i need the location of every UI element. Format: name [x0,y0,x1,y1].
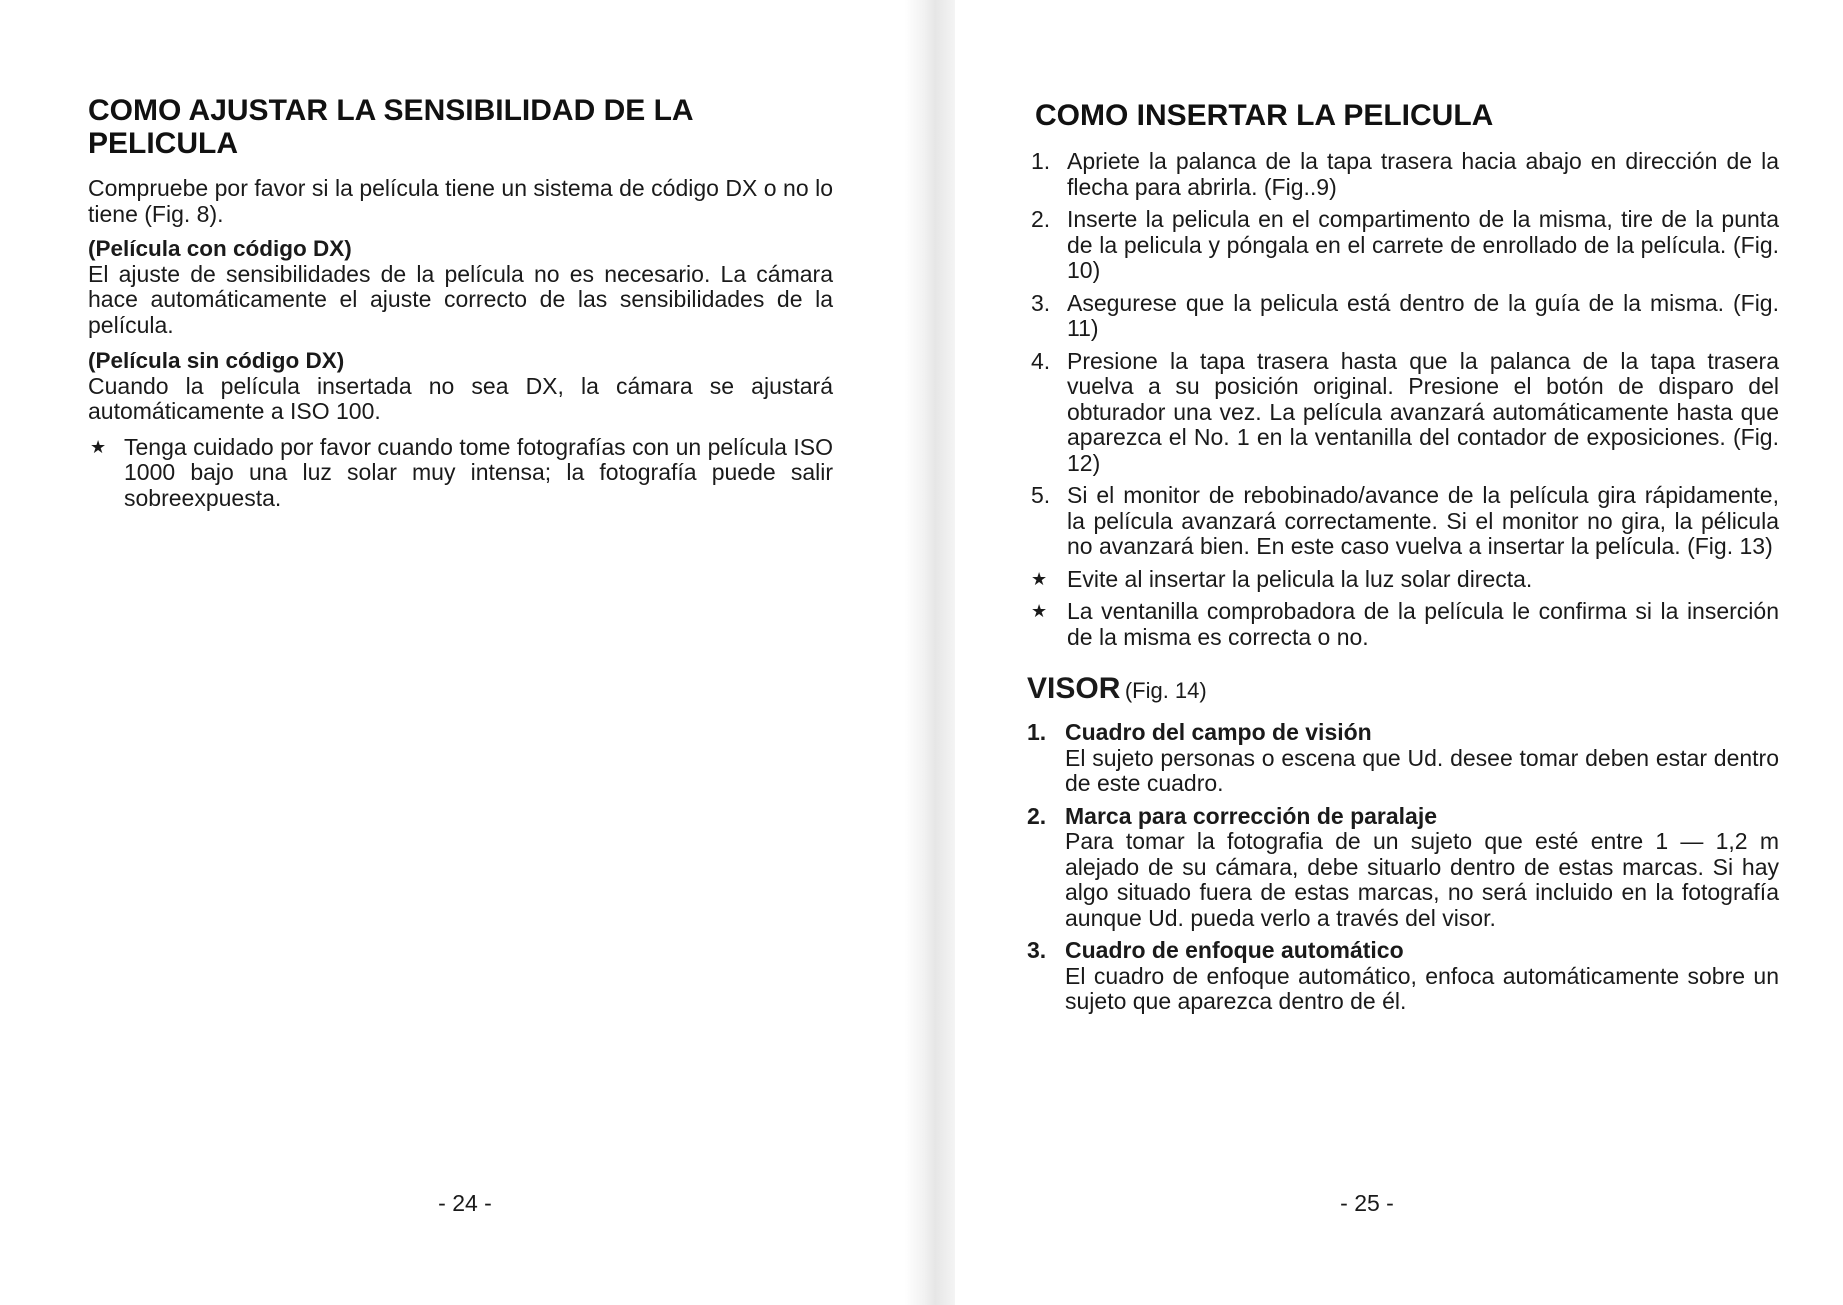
no-dx-paragraph: Cuando la película insertada no sea DX, la cámara se ajustará automáticamente a ISO 100. [88,372,833,424]
insert-note: ★ La ventanilla comprobadora de la película le confirma si la inserción de la misma es correcta o no. [1031,598,1779,650]
iso-warning-note [88,435,833,512]
dx-heading: (Película con código DX) [88,236,352,261]
insert-step: 4. Presione la tapa trasera hasta que la palanca de la tapa trasera vuelva a su posición original. Presione el botón de disparo del obturador una vez. La película avanzará automáticamente hasta que aparezca el No. 1 en la ventanilla del contador de exposiciones. (Fig. 12) [1031,347,1779,476]
visor-title: VISOR [1027,672,1121,705]
left-page-title: COMO AJUSTAR LA SENSIBILIDAD DE LA PELICULA [88,94,693,160]
dx-intro-paragraph: Compruebe por favor si la película tiene un sistema de código DX o no lo tiene (Fig. 8). [88,175,833,227]
insert-step: 3. Asegurese que la pelicula está dentro de la guía de la misma. (Fig. 11) [1031,289,1779,341]
dx-paragraph: El ajuste de sensibilidades de la película no es necesario. La cámara hace automáticamente el ajuste correcto de las sensibilidades de la película. [88,260,833,338]
visor-item: 2. Marca para corrección de paralaje Para tomar la fotografia de un sujeto que esté entre 1 — 1,2 m alejado de su cámara, debe situarlo dentro de estas marcas. Si hay algo situado fuera de estas marcas, no será incluido en la fotografía aunque Ud. pueda verlo a través del visor. [1027,802,1779,931]
right-page [1027,0,1779,1305]
left-page [88,0,833,1305]
insert-film-steps [1027,149,1779,560]
book-gutter [905,0,955,1305]
iso-warning-text: Tenga cuidado por favor cuando tome fotografías con un película ISO 1000 bajo una luz solar muy intensa; la fotografía puede salir sobreexpuesta. [124,433,833,511]
star-icon: ★ [90,436,107,457]
insert-step: 2. Inserte la pelicula en el compartimento de la misma, tire de la punta de la pelicula y póngala en el carrete de enrollado de la película. (Fig. 10) [1031,206,1779,283]
no-dx-heading: (Película sin código DX) [88,348,345,373]
insert-step: 5. Si el monitor de rebobinado/avance de la película gira rápidamente, la película avanzará correctamente. Si el monitor no gira, la pélicula no avanzará bien. En este caso vuelva a insertar la película. (Fig. 13) [1031,482,1779,559]
insert-step: 1. Apriete la palanca de la tapa trasera hacia abajo en dirección de la flecha para abrirla. (Fig..9) [1031,148,1779,200]
visor-item-text: Para tomar la fotografia de un sujeto que esté entre 1 — 1,2 m alejado de su cámara, debe situarlo dentro de estas marcas. Si hay algo situado fuera de estas marcas, no será incluido en la fotografía aunque Ud. pueda verlo a través del visor. [1065,828,1779,931]
right-page-body [1027,149,1779,1015]
visor-item: 3. Cuadro de enfoque automático El cuadro de enfoque automático, enfoca automáticamente sobre un sujeto que aparezca dentro de él. [1027,937,1779,1014]
visor-fig-ref: (Fig. 14) [1124,678,1207,703]
star-icon: ★ [1031,601,1048,621]
visor-item-text: El sujeto personas o escena que Ud. desee tomar deben estar dentro de este cuadro. [1065,744,1779,796]
visor-item-title: Cuadro del campo de visión [1065,719,1372,745]
star-icon: ★ [1031,568,1048,589]
visor-item: 1. Cuadro del campo de visión El sujeto personas o escena que Ud. desee tomar deben estar dentro de este cuadro. [1027,719,1779,796]
right-page-title: COMO INSERTAR LA PELICULA [1035,99,1494,132]
visor-item-title: Cuadro de enfoque automático [1065,937,1404,963]
page-number-left: - 24 - [438,1190,492,1216]
insert-note: ★ Evite al insertar la pelicula la luz solar directa. [1031,565,1533,592]
visor-item-text: El cuadro de enfoque automático, enfoca automáticamente sobre un sujeto que aparezca dentro de él. [1065,962,1779,1014]
visor-item-title: Marca para corrección de paralaje [1065,802,1438,829]
left-page-body [88,176,833,511]
page-number-right: - 25 - [1340,1190,1394,1216]
visor-heading [1027,672,1779,706]
visor-items [1027,720,1779,1015]
